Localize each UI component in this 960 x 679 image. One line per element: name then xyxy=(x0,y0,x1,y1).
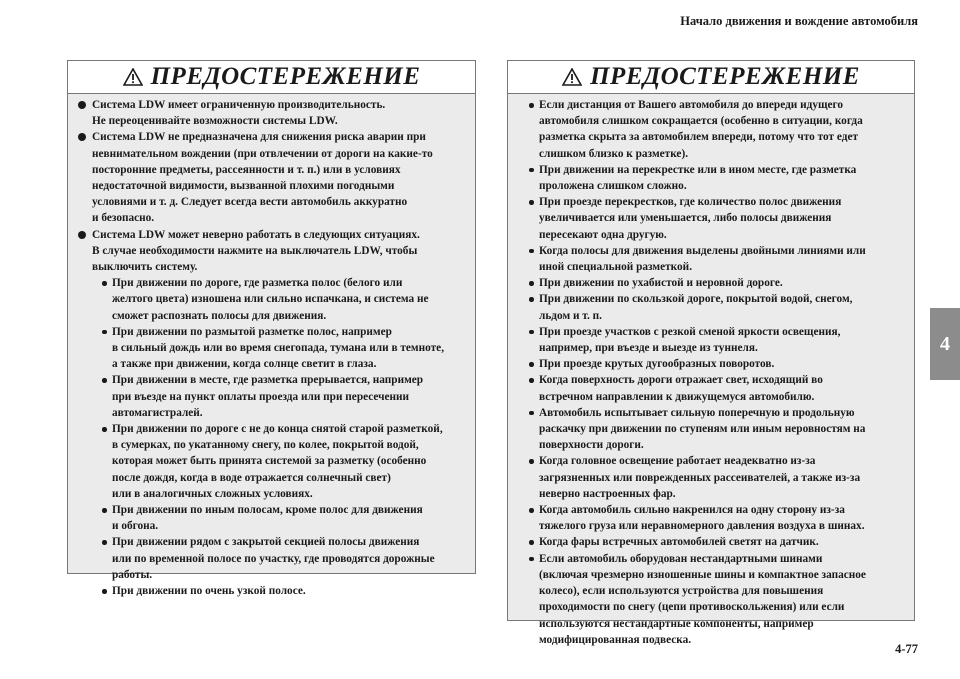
item-text-line: встречном направлении к движущемуся автомобилю. xyxy=(539,390,815,403)
warning-subitem xyxy=(518,534,906,550)
warning-panel-left xyxy=(67,60,476,598)
item-text-line: Не переоценивайте возможности системы LDW. xyxy=(92,115,338,128)
item-text-line: льдом и т. п. xyxy=(539,309,602,322)
item-text-line: слишком близко к разметке). xyxy=(539,147,689,160)
item-text-line: модифицированная подвеска. xyxy=(539,633,692,646)
item-text-line: При движении по размытой разметке полос, например xyxy=(112,325,392,338)
warning-subitem xyxy=(78,324,467,373)
warning-list-right xyxy=(508,94,914,648)
item-text-line: Если автомобиль оборудован нестандартными шинами xyxy=(539,552,823,565)
item-text-line: используются нестандартные компоненты, например xyxy=(539,617,814,630)
item-text-line: посторонние предметы, рассеянности и т. п.) или в условиях xyxy=(92,163,401,176)
item-text-line: а также при движении, когда солнце светит в глаза. xyxy=(112,358,377,371)
item-text-line: При движении рядом с закрытой секцией полосы движения xyxy=(112,536,420,549)
item-text-line: Когда фары встречных автомобилей светят на датчик. xyxy=(539,536,819,549)
item-text-line: пересекают одна другую. xyxy=(539,228,667,241)
item-text-line: При проезде перекрестков, где количество полос движения xyxy=(539,196,842,209)
item-text-line: и безопасно. xyxy=(92,212,155,225)
item-text-line: Когда автомобиль сильно накренился на одну сторону из-за xyxy=(539,504,845,517)
item-text-line: автомобиля слишком сокращается (особенно в ситуации, когда xyxy=(539,115,863,128)
item-text-line: При движении по ухабистой и неровной дороге. xyxy=(539,277,783,290)
warning-subitem xyxy=(518,275,906,291)
item-text-line: поверхности дороги. xyxy=(539,439,644,452)
warning-subitem xyxy=(518,291,906,323)
item-text-line: При движении по дороге, где разметка полос (белого или xyxy=(112,277,403,290)
item-text-line: проходимости по снегу (цепи противоскольжения) или если xyxy=(539,601,845,614)
item-text-line: неверно настроенных фар. xyxy=(539,487,676,500)
item-text-line: после дождя, когда в воде отражается солнечный свет) xyxy=(112,471,391,484)
page-number: 4-77 xyxy=(895,642,918,656)
item-text-line: выключить систему. xyxy=(92,261,198,274)
item-text-line: При движении по иным полосам, кроме полос для движения xyxy=(112,504,423,517)
warning-subitem xyxy=(78,372,467,421)
warning-subitem xyxy=(518,372,906,404)
warning-subitem xyxy=(518,453,906,502)
item-text-line: в сумерках, по укатанному снегу, по колее, покрытой водой, xyxy=(112,439,419,452)
item-text-line: или по временной полосе по участку, где проводятся дорожные xyxy=(112,552,435,565)
chapter-tab[interactable]: 4 xyxy=(930,308,960,380)
item-text-line: Автомобиль испытывает сильную поперечную и продольную xyxy=(539,406,855,419)
warning-subitem xyxy=(518,97,906,162)
warning-item xyxy=(78,227,467,276)
item-text-line: (включая чрезмерно изношенные шины и компактное запасное xyxy=(539,568,866,581)
item-text-line: тяжелого груза или неравномерного давления воздуха в шинах. xyxy=(539,520,865,533)
warning-panel-header xyxy=(508,61,914,94)
warning-item xyxy=(78,97,467,129)
warning-subitem xyxy=(518,551,906,648)
warning-subitem xyxy=(518,324,906,356)
item-text-line: Если дистанция от Вашего автомобиля до впереди идущего xyxy=(539,99,844,111)
item-text-line: которая может быть принята системой за разметку (особенно xyxy=(112,455,427,468)
item-text-line: В случае необходимости нажмите на выключатель LDW, чтобы xyxy=(92,244,418,257)
warning-panel-header xyxy=(68,61,475,94)
item-text-line: колесо), если используются устройства для повышения xyxy=(539,585,824,598)
item-text-line: и обгона. xyxy=(112,520,159,533)
item-text-line: иной специальной разметкой. xyxy=(539,261,693,274)
item-text-line: недостаточной видимости, вызванной плохими погодными xyxy=(92,180,395,193)
warning-triangle-icon xyxy=(123,68,143,86)
page-header-title: Начало движения и вождение автомобиля xyxy=(680,14,918,28)
item-text-line: увеличивается или уменьшается, либо полосы движения xyxy=(539,212,832,225)
warning-subitem xyxy=(518,194,906,243)
item-text-line: невнимательном вождении (при отвлечении от дороги на какие-то xyxy=(92,147,433,160)
item-text-line: например, при въезде и выезде из туннеля. xyxy=(539,342,758,355)
item-text-line: При движении по дороге с не до конца снятой старой разметкой, xyxy=(112,423,443,436)
item-text-line: Система LDW не предназначена для снижения риска аварии при xyxy=(92,131,426,144)
warning-subitem xyxy=(518,356,906,372)
item-text-line: При движении в месте, где разметка прерывается, например xyxy=(112,374,424,387)
warning-subitem xyxy=(518,502,906,534)
item-text-line: Когда головное освещение работает неадекватно из-за xyxy=(539,455,816,468)
item-text-line: Когда поверхность дороги отражает свет, исходящий во xyxy=(539,374,823,387)
item-text-line: при въезде на пункт оплаты проезда или при пересечении xyxy=(112,390,410,403)
warning-subitem xyxy=(78,421,467,502)
item-text-line: раскачку при движении по ступеням или иным неровностям на xyxy=(539,423,866,436)
warning-subitem xyxy=(518,243,906,275)
item-text-line: Когда полосы для движения выделены двойными линиями или xyxy=(539,244,866,257)
warning-triangle-icon xyxy=(562,68,582,86)
item-text-line: При проезде участков с резкой сменой яркости освещения, xyxy=(539,325,841,338)
warning-subitem xyxy=(78,275,467,324)
item-text-line: желтого цвета) изношена или сильно испачкана, и система не xyxy=(112,293,429,306)
item-text-line: в сильный дождь или во время снегопада, тумана или в темноте, xyxy=(112,342,445,355)
warning-panel-title: ПРЕДОСТЕРЕЖЕНИЕ xyxy=(590,63,860,90)
item-text-line: сможет распознать полосы для движения. xyxy=(112,309,327,322)
item-text-line: разметка скрыта за автомобилем впереди, потому что тот едет xyxy=(539,131,859,144)
item-text-line: или в аналогичных сложных условиях. xyxy=(112,487,313,500)
warning-subitem xyxy=(78,534,467,583)
item-text-line: автомагистралей. xyxy=(112,406,203,419)
item-text-line: работы. xyxy=(112,568,153,581)
item-text-line: загрязненных или поврежденных рассеивателей, а также из-за xyxy=(539,471,861,484)
item-text-line: При движении по очень узкой полосе. xyxy=(112,585,306,598)
item-text-line: Система LDW может неверно работать в следующих ситуациях. xyxy=(92,228,420,241)
warning-item xyxy=(78,129,467,226)
warning-panel-right xyxy=(507,60,915,646)
warning-subitem xyxy=(518,162,906,194)
warning-list-left xyxy=(68,94,475,599)
warning-subitem xyxy=(78,502,467,534)
item-text-line: условиями и т. д. Следует всегда вести автомобиль аккуратно xyxy=(92,196,408,209)
item-text-line: проложена слишком сложно. xyxy=(539,180,687,193)
item-text-line: Система LDW имеет ограниченную производительность. xyxy=(92,99,386,111)
warning-panel-title: ПРЕДОСТЕРЕЖЕНИЕ xyxy=(150,63,421,90)
warning-subitem xyxy=(518,405,906,454)
warning-subitem xyxy=(78,583,467,599)
item-text-line: При проезде крутых дугообразных поворотов. xyxy=(539,358,775,371)
item-text-line: При движении на перекрестке или в ином месте, где разметка xyxy=(539,163,857,176)
item-text-line: При движении по скользкой дороге, покрытой водой, снегом, xyxy=(539,293,853,306)
